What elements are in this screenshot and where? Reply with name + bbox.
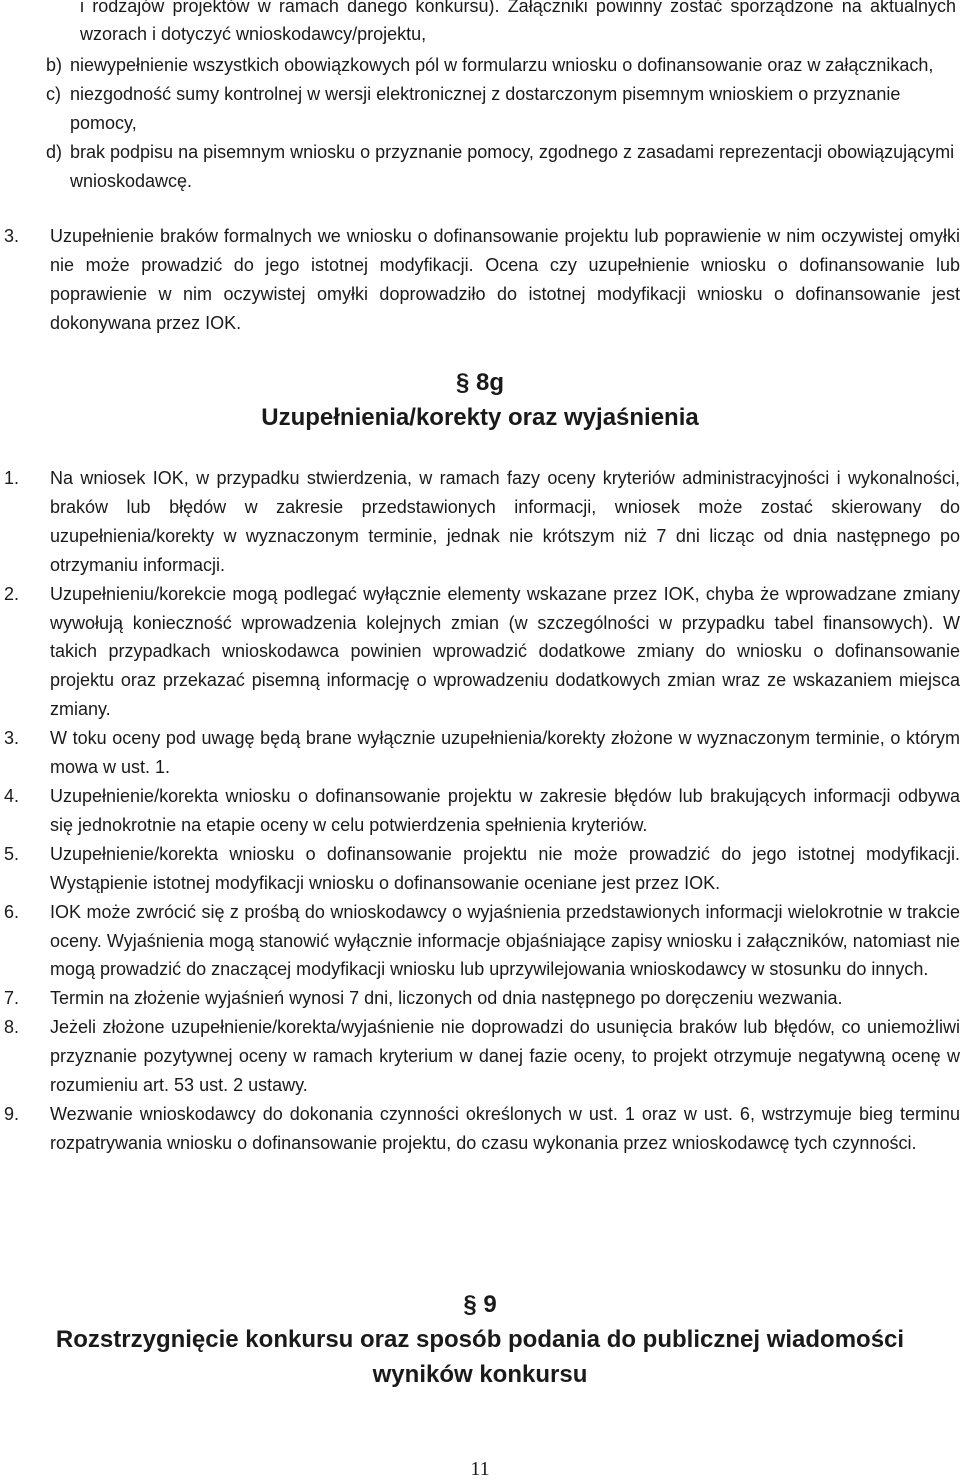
item-text: niezgodność sumy kontrolnej w wersji elektronicznej z dostarczonym pisemnym wnioskiem o przyznanie pomocy, — [70, 83, 901, 133]
list-item — [4, 840, 960, 898]
section-9-title-line1: Rozstrzygnięcie konkursu oraz sposób podania do publicznej wiadomości — [55, 1326, 905, 1353]
list-item — [4, 724, 960, 782]
item-text: Jeżeli złożone uzupełnienie/korekta/wyjaśnienie nie doprowadzi do usunięcia braków lub błędów, co uniemożliwi przyznanie pozytywnej oceny w ramach kryterium w danej fazie oceny, to projekt otrzymuje negatywną ocenę w rozumieniu art. 53 ust. 2 ustawy. — [50, 1017, 960, 1096]
item-label: 4. — [4, 785, 20, 806]
item-text: niewypełnienie wszystkich obowiązkowych pól w formularzu wniosku o dofinansowanie oraz w załącznikach, — [70, 55, 934, 75]
item-label: d) — [46, 141, 63, 162]
item-text: W toku oceny pod uwagę będą brane wyłącznie uzupełnienia/korekty złożone w wyznaczonym terminie, o którym mowa w ust. 1. — [50, 728, 960, 778]
list-item — [4, 222, 960, 338]
list-item — [4, 782, 960, 840]
item-text: brak podpisu na pisemnym wniosku o przyznanie pomocy, zgodnego z zasadami reprezentacji obowiązującymi wnioskodawcę. — [70, 141, 955, 191]
page-number: 11 — [470, 1458, 490, 1480]
item-label: 7. — [4, 988, 20, 1009]
section-8g-list — [4, 464, 960, 1158]
list-item — [46, 80, 958, 138]
item-text: IOK może zwrócić się z prośbą do wnioskodawcy o wyjaśnienia przedstawionych informacji wielokrotnie w trakcie oceny. Wyjaśnienia mogą stanowić wyłącznie informacje objaśniające zapisy wniosku i załączników, natomiast nie mogą prowadzić do znaczącej modyfikacji wniosku lub uprzywilejowania wnioskodawcy w stosunku do innych. — [50, 901, 960, 980]
item-text: Na wniosek IOK, w przypadku stwierdzenia, w ramach fazy oceny kryteriów administracyjności i wykonalności, braków lub błędów w zakresie przedstawionych informacji, wniosek może zostać skierowany do uzupełnienia/korekty w wyznaczonym terminie, jednak nie krótszym niż 7 dni licząc od dnia następnego po otrzymaniu informacji. — [50, 468, 960, 575]
list-item — [46, 51, 958, 80]
list-item — [4, 898, 960, 985]
list-item — [4, 1013, 960, 1100]
item-label: 2. — [4, 583, 20, 604]
item-label: 9. — [4, 1103, 20, 1124]
item-text: Uzupełnienie braków formalnych we wniosku o dofinansowanie projektu lub poprawienie w nim oczywistej omyłki nie może prowadzić do jego istotnej modyfikacji. Ocena czy uzupełnienie wniosku o dofinansowanie lub poprawienie w nim oczywistej omyłki doprowadziło do istotnej modyfikacji wniosku o dofinansowanie jest dokonywana przez IOK. — [50, 226, 960, 333]
section-9-title-line2: wyników konkursu — [372, 1361, 588, 1388]
item-label: 6. — [4, 901, 20, 922]
list-item — [4, 984, 960, 1013]
item-label: 1. — [4, 468, 20, 488]
section-8g-number: § 8g — [455, 369, 505, 396]
item-text: Uzupełnieniu/korekcie mogą podlegać wyłącznie elementy wskazane przez IOK, chyba że wprowadzane zmiany wywołują konieczność wprowadzenia kolejnych zmian (w szczególności w przypadku tabel finansowych). W takich przypadkach wnioskodawca powinien wprowadzić dodatkowe zmiany do wniosku o dofinansowanie projektu oraz przekazać pisemną informację o wprowadzeniu dodatkowych zmian wraz ze wskazaniem miejsca zmiany. — [50, 583, 960, 720]
item-label: 3. — [4, 226, 20, 246]
item-label: b) — [46, 55, 63, 75]
item-text: Uzupełnienie/korekta wniosku o dofinansowanie projektu nie może prowadzić do jego istotnej modyfikacji. Wystąpienie istotnej modyfikacji wniosku o dofinansowanie oceniane jest przez IOK. — [50, 843, 960, 893]
item-text: Uzupełnienie/korekta wniosku o dofinansowanie projektu w zakresie błędów lub brakujących informacji odbywa się jednokrotnie na etapie oceny w celu potwierdzenia spełnienia kryteriów. — [50, 785, 960, 835]
section-8g-title: Uzupełnienia/korekty oraz wyjaśnienia — [261, 404, 699, 431]
list-item — [4, 580, 960, 725]
list-item — [4, 464, 960, 580]
item-text: Wezwanie wnioskodawcy do dokonania czynności określonych w ust. 1 oraz w ust. 6, wstrzymuje bieg terminu rozpatrywania wniosku o dofinansowanie projektu, do czasu wykonania przez wnioskodawcę tych czynności. — [50, 1103, 960, 1153]
list-item — [4, 1100, 960, 1158]
item-label: 8. — [4, 1017, 20, 1038]
item-label: 3. — [4, 728, 20, 749]
item-label: c) — [46, 83, 61, 104]
item-label: 5. — [4, 843, 20, 864]
intro-paragraph: i rodzajów projektów w ramach danego konkursu). Załączniki powinny zostać sporządzone na aktualnych wzorach i dotyczyć wnioskodawcy/projektu, — [80, 0, 956, 44]
prev-section-list — [4, 222, 960, 338]
section-9-number: § 9 — [463, 1291, 497, 1318]
sub-list — [46, 51, 958, 196]
list-item — [46, 138, 958, 196]
item-text: Termin na złożenie wyjaśnień wynosi 7 dni, liczonych od dnia następnego po doręczeniu wezwania. — [50, 988, 843, 1009]
